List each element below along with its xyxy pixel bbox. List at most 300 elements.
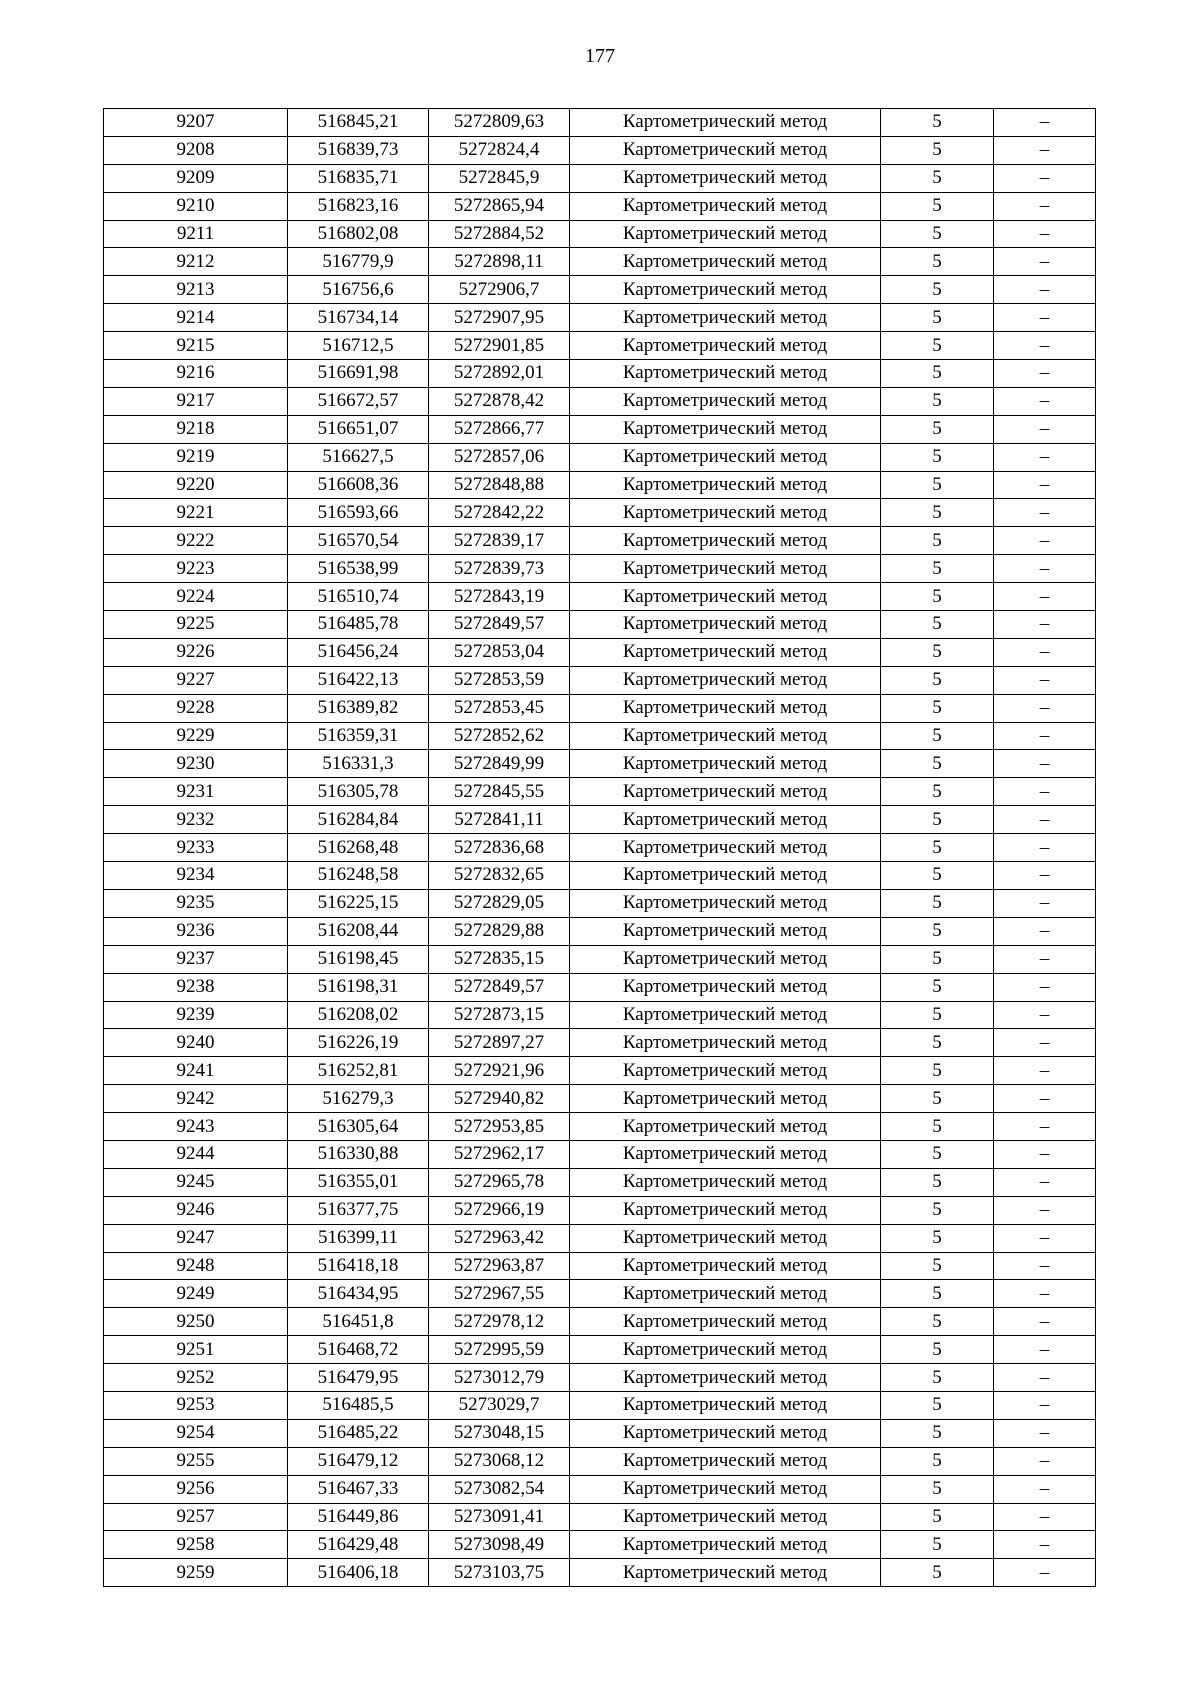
table-row <box>104 638 1096 666</box>
point-number-cell: 9218 <box>104 415 288 443</box>
method-cell: Картометрический метод <box>570 1057 881 1085</box>
accuracy-cell: 5 <box>881 611 994 639</box>
y-coordinate-cell: 5272835,15 <box>429 945 570 973</box>
point-number-cell: 9229 <box>104 722 288 750</box>
table-row <box>104 1085 1096 1113</box>
table-row <box>104 555 1096 583</box>
method-cell: Картометрический метод <box>570 694 881 722</box>
note-cell: – <box>994 499 1096 527</box>
x-coordinate-cell: 516284,84 <box>288 806 429 834</box>
table-row <box>104 360 1096 388</box>
point-number-cell: 9257 <box>104 1503 288 1531</box>
method-cell: Картометрический метод <box>570 1113 881 1141</box>
x-coordinate-cell: 516467,33 <box>288 1475 429 1503</box>
y-coordinate-cell: 5273068,12 <box>429 1447 570 1475</box>
table-row <box>104 778 1096 806</box>
method-cell: Картометрический метод <box>570 248 881 276</box>
accuracy-cell: 5 <box>881 889 994 917</box>
point-number-cell: 9247 <box>104 1224 288 1252</box>
y-coordinate-cell: 5273029,7 <box>429 1391 570 1419</box>
method-cell: Картометрический метод <box>570 164 881 192</box>
note-cell: – <box>994 360 1096 388</box>
x-coordinate-cell: 516570,54 <box>288 527 429 555</box>
accuracy-cell: 5 <box>881 834 994 862</box>
point-number-cell: 9210 <box>104 192 288 220</box>
point-number-cell: 9243 <box>104 1113 288 1141</box>
table-row <box>104 1503 1096 1531</box>
point-number-cell: 9255 <box>104 1447 288 1475</box>
method-cell: Картометрический метод <box>570 611 881 639</box>
table-row <box>104 722 1096 750</box>
y-coordinate-cell: 5272839,17 <box>429 527 570 555</box>
method-cell: Картометрический метод <box>570 806 881 834</box>
accuracy-cell: 5 <box>881 1140 994 1168</box>
table-row <box>104 1001 1096 1029</box>
accuracy-cell: 5 <box>881 583 994 611</box>
method-cell: Картометрический метод <box>570 1531 881 1559</box>
point-number-cell: 9256 <box>104 1475 288 1503</box>
table-row <box>104 1029 1096 1057</box>
accuracy-cell: 5 <box>881 1085 994 1113</box>
accuracy-cell: 5 <box>881 638 994 666</box>
method-cell: Картометрический метод <box>570 750 881 778</box>
accuracy-cell: 5 <box>881 248 994 276</box>
note-cell: – <box>994 555 1096 583</box>
method-cell: Картометрический метод <box>570 583 881 611</box>
table-row <box>104 527 1096 555</box>
y-coordinate-cell: 5272836,68 <box>429 834 570 862</box>
accuracy-cell: 5 <box>881 332 994 360</box>
x-coordinate-cell: 516399,11 <box>288 1224 429 1252</box>
point-number-cell: 9231 <box>104 778 288 806</box>
method-cell: Картометрический метод <box>570 499 881 527</box>
method-cell: Картометрический метод <box>570 471 881 499</box>
note-cell: – <box>994 1168 1096 1196</box>
y-coordinate-cell: 5272963,42 <box>429 1224 570 1252</box>
x-coordinate-cell: 516377,75 <box>288 1196 429 1224</box>
note-cell: – <box>994 583 1096 611</box>
table-row <box>104 694 1096 722</box>
y-coordinate-cell: 5272995,59 <box>429 1336 570 1364</box>
note-cell: – <box>994 109 1096 137</box>
x-coordinate-cell: 516355,01 <box>288 1168 429 1196</box>
y-coordinate-cell: 5272873,15 <box>429 1001 570 1029</box>
x-coordinate-cell: 516691,98 <box>288 360 429 388</box>
note-cell: – <box>994 276 1096 304</box>
point-number-cell: 9254 <box>104 1419 288 1447</box>
method-cell: Картометрический метод <box>570 220 881 248</box>
method-cell: Картометрический метод <box>570 1252 881 1280</box>
accuracy-cell: 5 <box>881 220 994 248</box>
point-number-cell: 9226 <box>104 638 288 666</box>
note-cell: – <box>994 415 1096 443</box>
method-cell: Картометрический метод <box>570 1364 881 1392</box>
note-cell: – <box>994 192 1096 220</box>
accuracy-cell: 5 <box>881 164 994 192</box>
y-coordinate-cell: 5272809,63 <box>429 109 570 137</box>
note-cell: – <box>994 722 1096 750</box>
x-coordinate-cell: 516330,88 <box>288 1140 429 1168</box>
note-cell: – <box>994 1140 1096 1168</box>
x-coordinate-cell: 516593,66 <box>288 499 429 527</box>
x-coordinate-cell: 516608,36 <box>288 471 429 499</box>
table-row <box>104 1475 1096 1503</box>
method-cell: Картометрический метод <box>570 1391 881 1419</box>
table-row <box>104 471 1096 499</box>
note-cell: – <box>994 1336 1096 1364</box>
method-cell: Картометрический метод <box>570 889 881 917</box>
point-number-cell: 9242 <box>104 1085 288 1113</box>
table-row <box>104 917 1096 945</box>
method-cell: Картометрический метод <box>570 136 881 164</box>
x-coordinate-cell: 516468,72 <box>288 1336 429 1364</box>
table-row <box>104 806 1096 834</box>
x-coordinate-cell: 516406,18 <box>288 1559 429 1587</box>
y-coordinate-cell: 5272898,11 <box>429 248 570 276</box>
table-row <box>104 276 1096 304</box>
table-row <box>104 1308 1096 1336</box>
point-number-cell: 9244 <box>104 1140 288 1168</box>
note-cell: – <box>994 806 1096 834</box>
x-coordinate-cell: 516418,18 <box>288 1252 429 1280</box>
x-coordinate-cell: 516248,58 <box>288 862 429 890</box>
x-coordinate-cell: 516208,44 <box>288 917 429 945</box>
x-coordinate-cell: 516225,15 <box>288 889 429 917</box>
accuracy-cell: 5 <box>881 1391 994 1419</box>
accuracy-cell: 5 <box>881 443 994 471</box>
point-number-cell: 9246 <box>104 1196 288 1224</box>
x-coordinate-cell: 516198,31 <box>288 973 429 1001</box>
y-coordinate-cell: 5272892,01 <box>429 360 570 388</box>
accuracy-cell: 5 <box>881 555 994 583</box>
table-row <box>104 1113 1096 1141</box>
point-number-cell: 9240 <box>104 1029 288 1057</box>
y-coordinate-cell: 5272921,96 <box>429 1057 570 1085</box>
point-number-cell: 9220 <box>104 471 288 499</box>
note-cell: – <box>994 1252 1096 1280</box>
table-row <box>104 332 1096 360</box>
accuracy-cell: 5 <box>881 1503 994 1531</box>
table-row <box>104 1057 1096 1085</box>
point-number-cell: 9213 <box>104 276 288 304</box>
method-cell: Картометрический метод <box>570 360 881 388</box>
method-cell: Картометрический метод <box>570 722 881 750</box>
y-coordinate-cell: 5273012,79 <box>429 1364 570 1392</box>
note-cell: – <box>994 471 1096 499</box>
method-cell: Картометрический метод <box>570 1559 881 1587</box>
table-row <box>104 583 1096 611</box>
y-coordinate-cell: 5272965,78 <box>429 1168 570 1196</box>
note-cell: – <box>994 527 1096 555</box>
point-number-cell: 9209 <box>104 164 288 192</box>
point-number-cell: 9253 <box>104 1391 288 1419</box>
note-cell: – <box>994 1447 1096 1475</box>
note-cell: – <box>994 1029 1096 1057</box>
note-cell: – <box>994 750 1096 778</box>
x-coordinate-cell: 516845,21 <box>288 109 429 137</box>
point-number-cell: 9232 <box>104 806 288 834</box>
method-cell: Картометрический метод <box>570 1085 881 1113</box>
x-coordinate-cell: 516198,45 <box>288 945 429 973</box>
accuracy-cell: 5 <box>881 1224 994 1252</box>
table-row <box>104 220 1096 248</box>
y-coordinate-cell: 5272829,88 <box>429 917 570 945</box>
point-number-cell: 9245 <box>104 1168 288 1196</box>
y-coordinate-cell: 5272963,87 <box>429 1252 570 1280</box>
y-coordinate-cell: 5273048,15 <box>429 1419 570 1447</box>
point-number-cell: 9225 <box>104 611 288 639</box>
table-row <box>104 304 1096 332</box>
x-coordinate-cell: 516734,14 <box>288 304 429 332</box>
x-coordinate-cell: 516456,24 <box>288 638 429 666</box>
point-number-cell: 9228 <box>104 694 288 722</box>
point-number-cell: 9238 <box>104 973 288 1001</box>
method-cell: Картометрический метод <box>570 1029 881 1057</box>
method-cell: Картометрический метод <box>570 945 881 973</box>
y-coordinate-cell: 5272853,04 <box>429 638 570 666</box>
accuracy-cell: 5 <box>881 1029 994 1057</box>
method-cell: Картометрический метод <box>570 638 881 666</box>
x-coordinate-cell: 516429,48 <box>288 1531 429 1559</box>
point-number-cell: 9236 <box>104 917 288 945</box>
note-cell: – <box>994 945 1096 973</box>
point-number-cell: 9217 <box>104 387 288 415</box>
note-cell: – <box>994 1531 1096 1559</box>
x-coordinate-cell: 516627,5 <box>288 443 429 471</box>
note-cell: – <box>994 1001 1096 1029</box>
y-coordinate-cell: 5272967,55 <box>429 1280 570 1308</box>
table-row <box>104 136 1096 164</box>
point-number-cell: 9259 <box>104 1559 288 1587</box>
accuracy-cell: 5 <box>881 778 994 806</box>
point-number-cell: 9239 <box>104 1001 288 1029</box>
accuracy-cell: 5 <box>881 109 994 137</box>
x-coordinate-cell: 516305,78 <box>288 778 429 806</box>
table-row <box>104 1447 1096 1475</box>
y-coordinate-cell: 5272953,85 <box>429 1113 570 1141</box>
table-row <box>104 387 1096 415</box>
table-row <box>104 1224 1096 1252</box>
method-cell: Картометрический метод <box>570 415 881 443</box>
point-number-cell: 9251 <box>104 1336 288 1364</box>
note-cell: – <box>994 694 1096 722</box>
note-cell: – <box>994 164 1096 192</box>
y-coordinate-cell: 5272845,9 <box>429 164 570 192</box>
table-row <box>104 973 1096 1001</box>
point-number-cell: 9250 <box>104 1308 288 1336</box>
accuracy-cell: 5 <box>881 862 994 890</box>
accuracy-cell: 5 <box>881 415 994 443</box>
x-coordinate-cell: 516359,31 <box>288 722 429 750</box>
accuracy-cell: 5 <box>881 666 994 694</box>
x-coordinate-cell: 516252,81 <box>288 1057 429 1085</box>
point-number-cell: 9227 <box>104 666 288 694</box>
accuracy-cell: 5 <box>881 722 994 750</box>
point-number-cell: 9258 <box>104 1531 288 1559</box>
x-coordinate-cell: 516779,9 <box>288 248 429 276</box>
point-number-cell: 9215 <box>104 332 288 360</box>
point-number-cell: 9248 <box>104 1252 288 1280</box>
table-row <box>104 666 1096 694</box>
y-coordinate-cell: 5272857,06 <box>429 443 570 471</box>
method-cell: Картометрический метод <box>570 1447 881 1475</box>
x-coordinate-cell: 516839,73 <box>288 136 429 164</box>
table-row <box>104 889 1096 917</box>
x-coordinate-cell: 516449,86 <box>288 1503 429 1531</box>
accuracy-cell: 5 <box>881 1280 994 1308</box>
accuracy-cell: 5 <box>881 1113 994 1141</box>
accuracy-cell: 5 <box>881 1531 994 1559</box>
accuracy-cell: 5 <box>881 1308 994 1336</box>
table-row <box>104 1419 1096 1447</box>
note-cell: – <box>994 387 1096 415</box>
note-cell: – <box>994 611 1096 639</box>
note-cell: – <box>994 1280 1096 1308</box>
point-number-cell: 9216 <box>104 360 288 388</box>
x-coordinate-cell: 516422,13 <box>288 666 429 694</box>
table-row <box>104 834 1096 862</box>
point-number-cell: 9219 <box>104 443 288 471</box>
table-row <box>104 1364 1096 1392</box>
y-coordinate-cell: 5272843,19 <box>429 583 570 611</box>
accuracy-cell: 5 <box>881 1364 994 1392</box>
accuracy-cell: 5 <box>881 136 994 164</box>
x-coordinate-cell: 516651,07 <box>288 415 429 443</box>
method-cell: Картометрический метод <box>570 387 881 415</box>
table-row <box>104 750 1096 778</box>
point-number-cell: 9252 <box>104 1364 288 1392</box>
y-coordinate-cell: 5272884,52 <box>429 220 570 248</box>
method-cell: Картометрический метод <box>570 527 881 555</box>
table-row <box>104 109 1096 137</box>
y-coordinate-cell: 5272978,12 <box>429 1308 570 1336</box>
x-coordinate-cell: 516712,5 <box>288 332 429 360</box>
accuracy-cell: 5 <box>881 1447 994 1475</box>
table-row <box>104 248 1096 276</box>
method-cell: Картометрический метод <box>570 1475 881 1503</box>
point-number-cell: 9214 <box>104 304 288 332</box>
method-cell: Картометрический метод <box>570 1196 881 1224</box>
note-cell: – <box>994 1057 1096 1085</box>
note-cell: – <box>994 1196 1096 1224</box>
method-cell: Картометрический метод <box>570 192 881 220</box>
note-cell: – <box>994 220 1096 248</box>
method-cell: Картометрический метод <box>570 443 881 471</box>
y-coordinate-cell: 5273098,49 <box>429 1531 570 1559</box>
x-coordinate-cell: 516485,22 <box>288 1419 429 1447</box>
method-cell: Картометрический метод <box>570 1001 881 1029</box>
note-cell: – <box>994 1085 1096 1113</box>
note-cell: – <box>994 834 1096 862</box>
note-cell: – <box>994 1364 1096 1392</box>
y-coordinate-cell: 5272842,22 <box>429 499 570 527</box>
y-coordinate-cell: 5272897,27 <box>429 1029 570 1057</box>
y-coordinate-cell: 5272906,7 <box>429 276 570 304</box>
note-cell: – <box>994 1113 1096 1141</box>
table-row <box>104 499 1096 527</box>
method-cell: Картометрический метод <box>570 834 881 862</box>
accuracy-cell: 5 <box>881 192 994 220</box>
note-cell: – <box>994 917 1096 945</box>
note-cell: – <box>994 443 1096 471</box>
x-coordinate-cell: 516389,82 <box>288 694 429 722</box>
y-coordinate-cell: 5272849,99 <box>429 750 570 778</box>
table-row <box>104 1559 1096 1587</box>
x-coordinate-cell: 516835,71 <box>288 164 429 192</box>
method-cell: Картометрический метод <box>570 555 881 583</box>
note-cell: – <box>994 304 1096 332</box>
note-cell: – <box>994 973 1096 1001</box>
note-cell: – <box>994 666 1096 694</box>
method-cell: Картометрический метод <box>570 1419 881 1447</box>
y-coordinate-cell: 5272824,4 <box>429 136 570 164</box>
point-number-cell: 9241 <box>104 1057 288 1085</box>
note-cell: – <box>994 778 1096 806</box>
note-cell: – <box>994 332 1096 360</box>
accuracy-cell: 5 <box>881 1559 994 1587</box>
accuracy-cell: 5 <box>881 1336 994 1364</box>
x-coordinate-cell: 516305,64 <box>288 1113 429 1141</box>
point-number-cell: 9211 <box>104 220 288 248</box>
point-number-cell: 9249 <box>104 1280 288 1308</box>
table-row <box>104 611 1096 639</box>
accuracy-cell: 5 <box>881 1419 994 1447</box>
accuracy-cell: 5 <box>881 1168 994 1196</box>
point-number-cell: 9230 <box>104 750 288 778</box>
accuracy-cell: 5 <box>881 945 994 973</box>
y-coordinate-cell: 5272853,45 <box>429 694 570 722</box>
point-number-cell: 9235 <box>104 889 288 917</box>
method-cell: Картометрический метод <box>570 1168 881 1196</box>
accuracy-cell: 5 <box>881 276 994 304</box>
accuracy-cell: 5 <box>881 973 994 1001</box>
accuracy-cell: 5 <box>881 527 994 555</box>
table-row <box>104 1531 1096 1559</box>
method-cell: Картометрический метод <box>570 332 881 360</box>
note-cell: – <box>994 1559 1096 1587</box>
accuracy-cell: 5 <box>881 806 994 834</box>
y-coordinate-cell: 5272907,95 <box>429 304 570 332</box>
method-cell: Картометрический метод <box>570 1280 881 1308</box>
method-cell: Картометрический метод <box>570 1224 881 1252</box>
x-coordinate-cell: 516226,19 <box>288 1029 429 1057</box>
x-coordinate-cell: 516510,74 <box>288 583 429 611</box>
accuracy-cell: 5 <box>881 1196 994 1224</box>
y-coordinate-cell: 5272940,82 <box>429 1085 570 1113</box>
method-cell: Картометрический метод <box>570 1140 881 1168</box>
method-cell: Картометрический метод <box>570 862 881 890</box>
point-number-cell: 9207 <box>104 109 288 137</box>
x-coordinate-cell: 516208,02 <box>288 1001 429 1029</box>
y-coordinate-cell: 5273103,75 <box>429 1559 570 1587</box>
x-coordinate-cell: 516485,5 <box>288 1391 429 1419</box>
point-number-cell: 9223 <box>104 555 288 583</box>
note-cell: – <box>994 862 1096 890</box>
note-cell: – <box>994 136 1096 164</box>
y-coordinate-cell: 5272962,17 <box>429 1140 570 1168</box>
x-coordinate-cell: 516268,48 <box>288 834 429 862</box>
y-coordinate-cell: 5273091,41 <box>429 1503 570 1531</box>
accuracy-cell: 5 <box>881 1057 994 1085</box>
note-cell: – <box>994 1391 1096 1419</box>
y-coordinate-cell: 5272849,57 <box>429 611 570 639</box>
accuracy-cell: 5 <box>881 750 994 778</box>
note-cell: – <box>994 1503 1096 1531</box>
y-coordinate-cell: 5272839,73 <box>429 555 570 583</box>
table-row <box>104 1140 1096 1168</box>
table-row <box>104 443 1096 471</box>
x-coordinate-cell: 516434,95 <box>288 1280 429 1308</box>
